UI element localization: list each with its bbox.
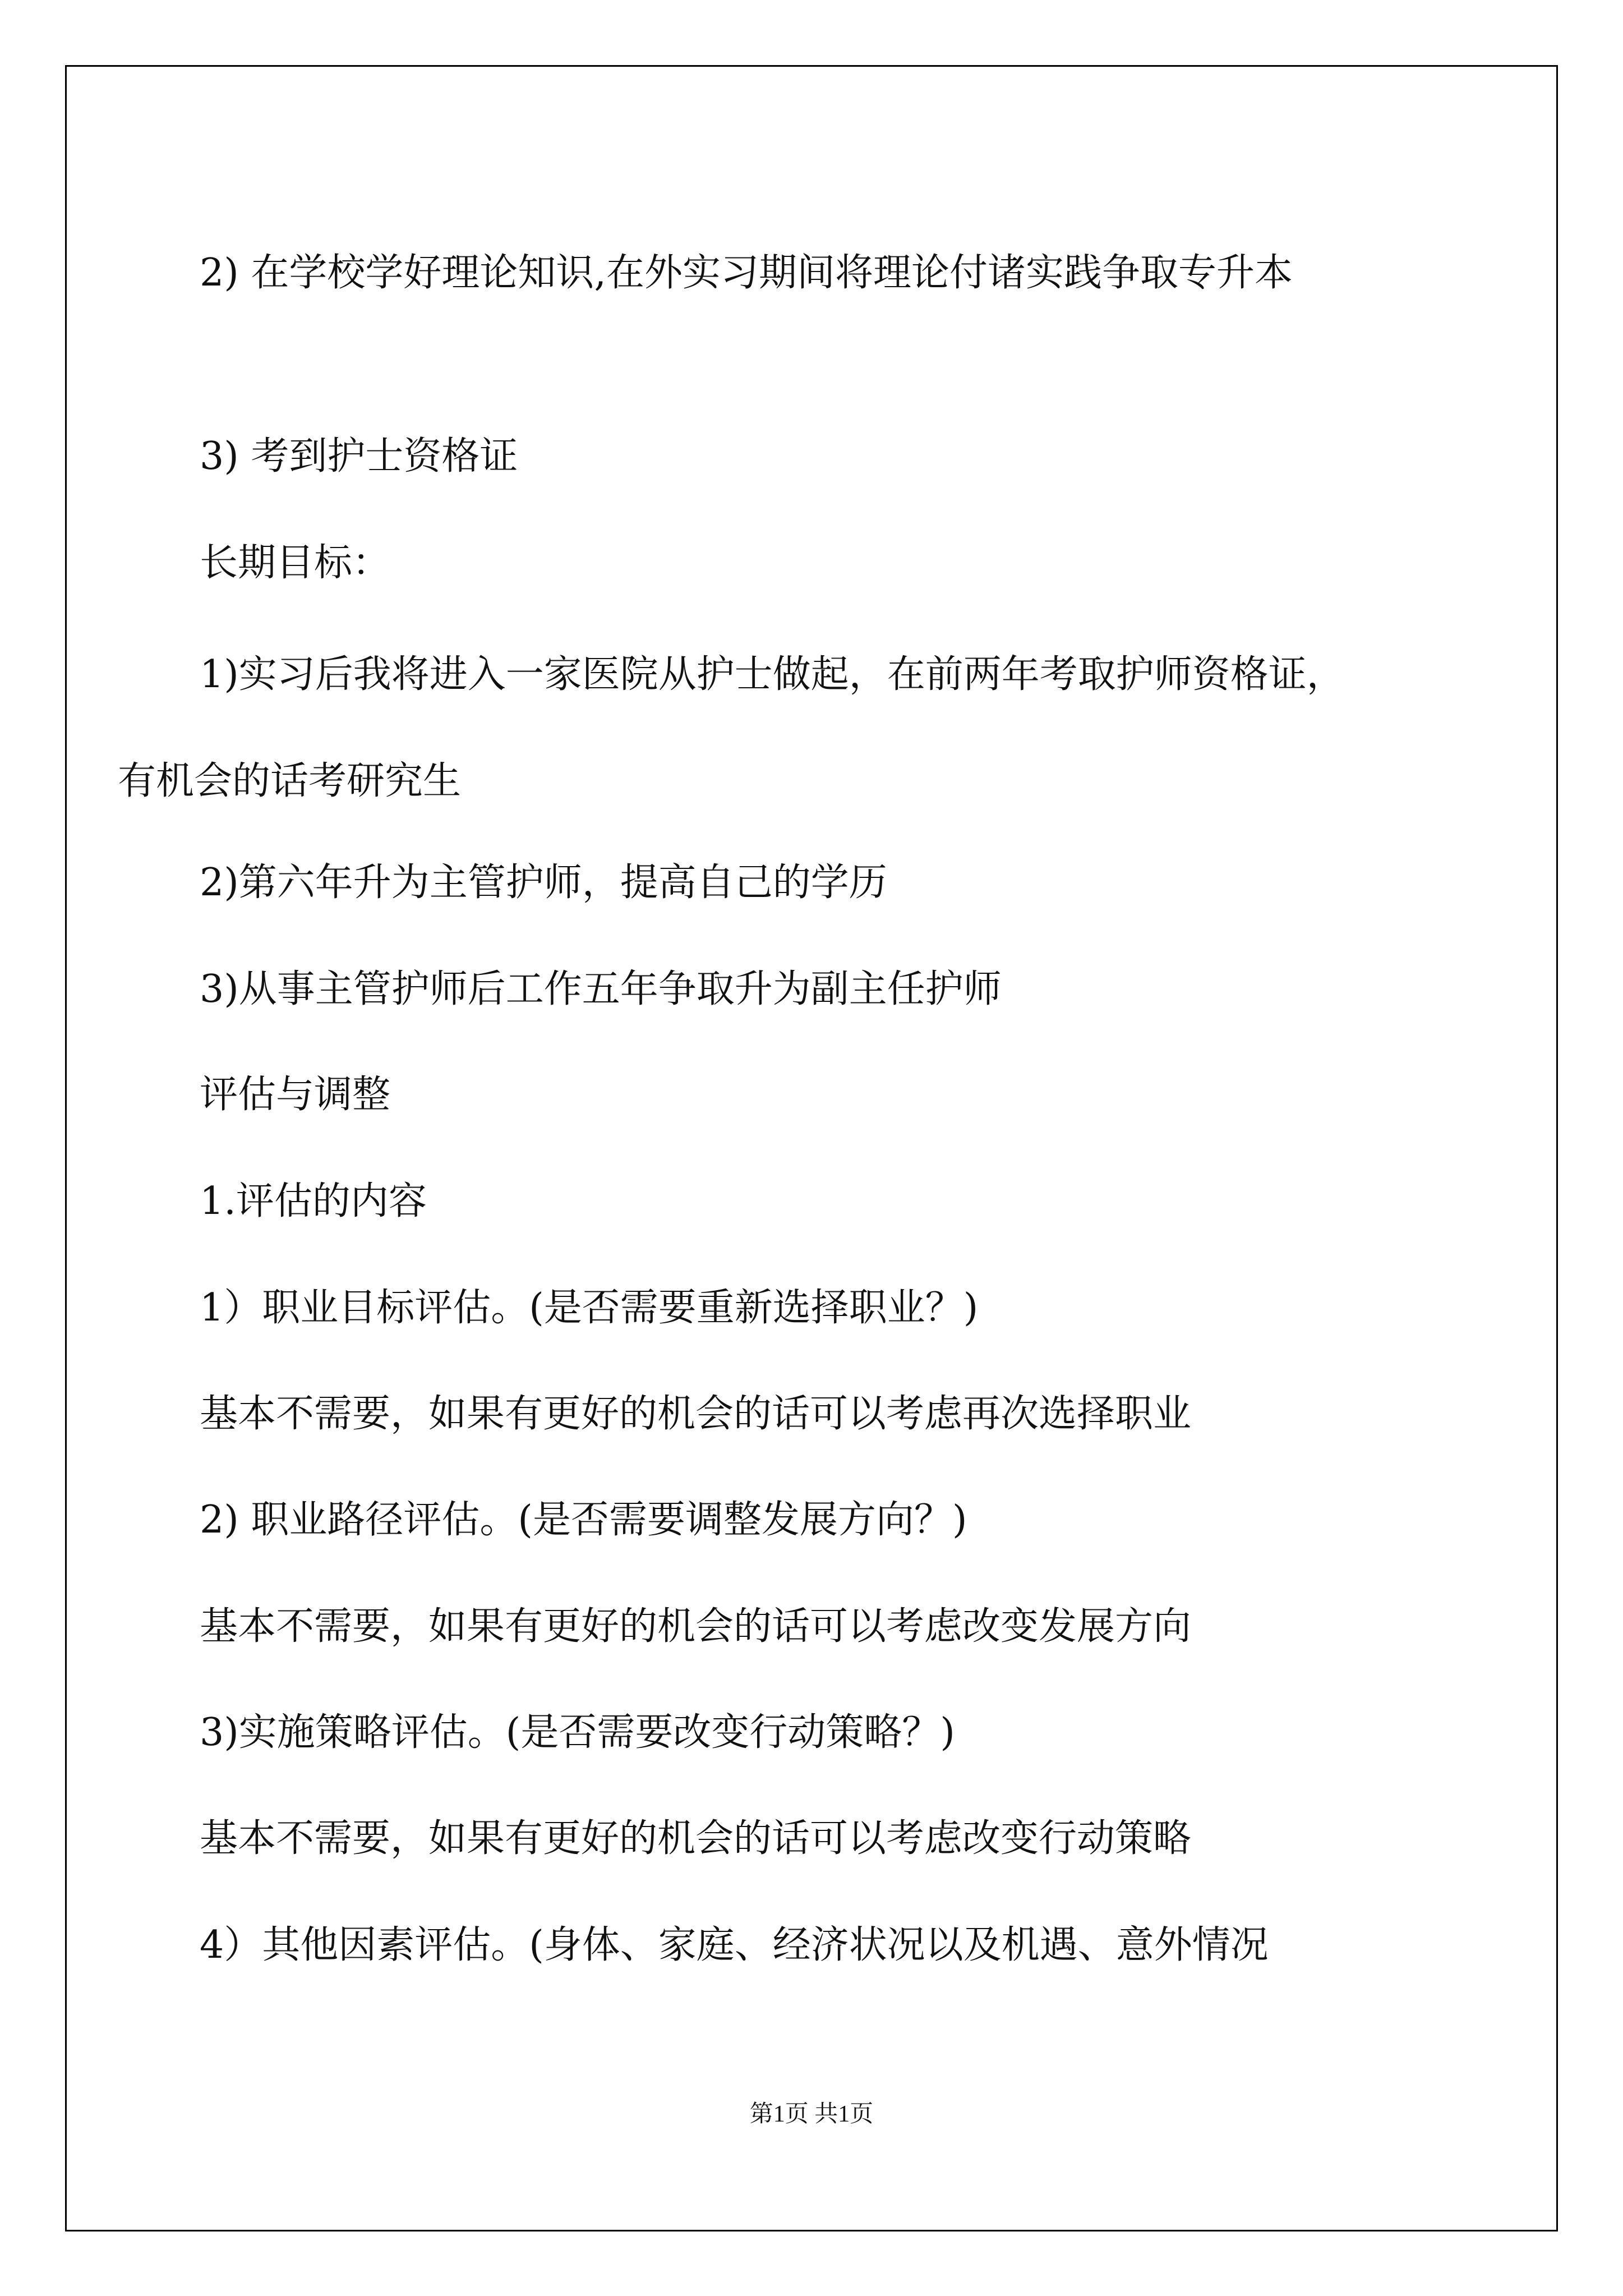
paragraph-1: 2) 在学校学好理论知识,在外实习期间将理论付诸实践争取专升本 bbox=[200, 251, 1293, 295]
paragraph-8: 1.评估的内容 bbox=[200, 1179, 427, 1223]
paragraph-4: 1)实习后我将进入一家医院从护士做起，在前两年考取护师资格证，有机会的话考研究生 bbox=[118, 652, 1345, 803]
paragraph-5: 2)第六年升为主管护师，提高自己的学历 bbox=[200, 861, 887, 905]
paragraph-9: 1）职业目标评估。(是否需要重新选择职业？) bbox=[200, 1286, 979, 1330]
paragraph-2: 3) 考到护士资格证 bbox=[200, 434, 518, 478]
paragraph-15: 4）其他因素评估。(身体、家庭、经济状况以及机遇、意外情况 bbox=[200, 1923, 1269, 1967]
paragraph-10: 基本不需要，如果有更好的机会的话可以考虑再次选择职业 bbox=[200, 1392, 1192, 1436]
paragraph-14: 基本不需要，如果有更好的机会的话可以考虑改变行动策略 bbox=[200, 1816, 1192, 1861]
paragraph-3: 长期目标： bbox=[200, 541, 391, 585]
paragraph-7: 评估与调整 bbox=[200, 1073, 391, 1117]
page-footer: 第1页 共1页 bbox=[749, 2101, 874, 2127]
paragraph-12: 基本不需要，如果有更好的机会的话可以考虑改变发展方向 bbox=[200, 1604, 1192, 1649]
paragraph-13: 3)实施策略评估。(是否需要改变行动策略？) bbox=[200, 1710, 955, 1755]
paragraph-11: 2) 职业路径评估。(是否需要调整发展方向？) bbox=[200, 1498, 967, 1542]
paragraph-6: 3)从事主管护师后工作五年争取升为副主任护师 bbox=[200, 967, 1002, 1011]
page-border bbox=[65, 65, 1558, 2231]
